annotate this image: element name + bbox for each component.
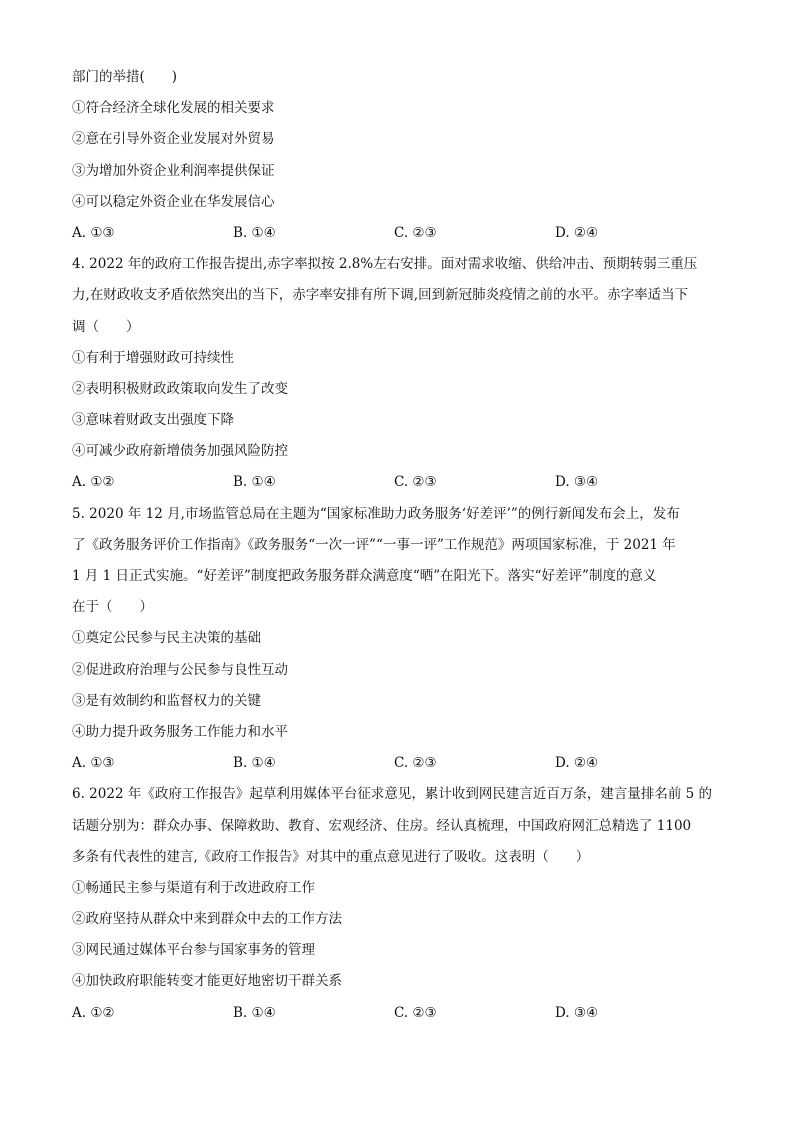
option-a[interactable]: A. ①③ [72,755,115,772]
statement-item: ④加快政府职能转变才能更好地密切干群关系 [72,973,342,990]
statement-item: ①奠定公民参与民主决策的基础 [72,630,261,647]
statement-item: ④助力提升政务服务工作能力和水平 [72,723,288,740]
statement-item: ②表明积极财政政策取向发生了改变 [72,380,288,397]
statement-item: ③为增加外资企业利润率提供保证 [72,162,275,179]
option-d[interactable]: D. ②④ [555,224,599,241]
question-5 [72,499,732,780]
answer-options [72,748,732,779]
question-stem-line: 5. 2020 年 12 月,市场监管总局在主题为“国家标准助力政务服务‘好差评’”的例行新闻发布会上，发布 [72,505,680,522]
statement-item: ①畅通民主参与渠道有利于改进政府工作 [72,879,315,896]
answer-options [72,218,732,249]
option-a[interactable]: A. ①③ [72,224,115,241]
option-a[interactable]: A. ①② [72,1004,115,1021]
statement-item: ③是有效制约和监督权力的关键 [72,692,261,709]
option-c[interactable]: C. ②③ [394,224,437,241]
statement-item: ①有利于增强财政可持续性 [72,349,234,366]
answer-options [72,998,732,1029]
question-stem-line: 调（ ） [72,318,140,335]
question-3 [72,62,732,249]
question-stem: 部门的举措( ) [72,69,178,85]
option-b[interactable]: B. ①④ [233,1004,276,1021]
exam-page [72,62,732,1029]
option-d[interactable]: D. ②④ [555,755,599,772]
question-stem-line: 力,在财政收支矛盾依然突出的当下，赤字率安排有所下调,回到新冠肺炎疫情之前的水平。赤字率适当下 [72,287,689,304]
option-c[interactable]: C. ②③ [394,755,437,772]
option-c[interactable]: C. ②③ [394,1004,437,1021]
option-b[interactable]: B. ①④ [233,474,276,491]
question-stem-line: 6. 2022 年《政府工作报告》起草利用媒体平台征求意见，累计收到网民建言近百万条，建言量排名前 5 的 [72,786,712,803]
question-stem-line: 4. 2022 年的政府工作报告提出,赤字率拟按 2.8%左右安排。面对需求收缩、供给冲击、预期转弱三重压 [72,256,698,273]
question-stem-line: 在于（ ） [72,599,153,616]
statement-item: ③意味着财政支出强度下降 [72,412,234,429]
statement-item: ②促进政府治理与公民参与良性互动 [72,661,288,678]
question-stem-line: 多条有代表性的建言,《政府工作报告》对其中的重点意见进行了吸收。这表明（ ） [72,848,590,865]
question-6 [72,779,732,1029]
statement-item: ④可减少政府新增债务加强风险防控 [72,443,288,460]
question-stem-line: 了《政务服务评价工作指南》《政务服务“一次一评”“一事一评”工作规范》两项国家标准，于 2021 年 [72,536,676,553]
option-c[interactable]: C. ②③ [394,474,437,491]
statement-item: ②意在引导外资企业发展对外贸易 [72,131,275,148]
option-b[interactable]: B. ①④ [233,224,276,241]
statement-item: ①符合经济全球化发展的相关要求 [72,100,275,117]
question-stem-line: 话题分别为：群众办事、保障救助、教育、宏观经济、住房。经认真梳理，中国政府网汇总精选了 1100 [72,817,692,834]
answer-options [72,467,732,498]
statement-item: ④可以稳定外资企业在华发展信心 [72,193,275,210]
question-4 [72,249,732,499]
question-stem-line: 1 月 1 日正式实施。“好差评”制度把政务服务群众满意度“晒”在阳光下。落实“好差评”制度的意义 [72,568,657,584]
option-a[interactable]: A. ①② [72,474,115,491]
statement-item: ②政府坚持从群众中来到群众中去的工作方法 [72,911,342,928]
statement-item: ③网民通过媒体平台参与国家事务的管理 [72,942,315,959]
option-d[interactable]: D. ③④ [555,474,599,491]
option-b[interactable]: B. ①④ [233,755,276,772]
option-d[interactable]: D. ③④ [555,1004,599,1021]
